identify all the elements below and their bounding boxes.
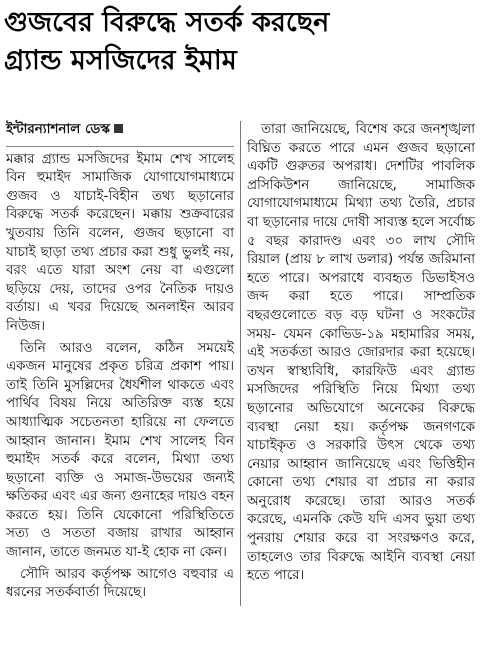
- dateline-text: ইন্টারন্যাশনাল ডেস্ক: [6, 122, 110, 137]
- headline: [4, 4, 476, 80]
- left-paragraph-3: সৌদি আরব কর্তৃপক্ষ আগেও বহুবার এ ধরনের সতর্কবার্তা দিয়েছে।: [6, 566, 234, 601]
- dateline: [6, 121, 234, 147]
- headline-line-2: গ্র্যান্ড মসজিদের ইমাম: [4, 45, 237, 76]
- left-paragraph-1: মক্কার গ্র্যান্ড মসজিদের ইমাম শেখ সালেহ বিন হুমাইদ সামাজিক যোগাযোগমাধ্যমে গুজব ও যাচাই-বিহীন তথ্য ছড়ানোর বিরুদ্ধে সতর্ক করেছেন। মক্কায় শুক্রবারের খুতবায় তিনি বলেন, গুজব ছড়ানো বা যাচাই ছাড়া তথ্য প্রচার করা শুধু ভুলই নয়, বরং এতে যারা অংশ নেয় বা এগুলো ছড়িয়ে দেয়, তাদের ওপর নৈতিক দায়ও বর্তায়। এ খবর দিয়েছে অনলাইন আরব নিউজ।: [6, 151, 234, 334]
- headline-line-1: গুজবের বিরুদ্ধে সতর্ক করছেন: [4, 7, 330, 38]
- left-paragraph-2: তিনি আরও বলেন, কঠিন সময়েই একজন মানুষের প্রকৃত চরিত্র প্রকাশ পায়। তাই তিনি মুসল্লিদের ধৈর্যশীল থাকতে এবং পার্থিব বিষয় নিয়ে অতিরিক্ত ব্যস্ত হয়ে আধ্যাত্মিক সচেতনতা হারিয়ে না ফেলতে আহ্বান জানান। ইমাম শেখ সালেহ বিন হুমাইদ সতর্ক করে বলেন, মিথ্যা তথ্য ছড়ানো ব্যক্তি ও সমাজ-উভয়ের জন্যই ক্ষতিকর এবং এর জন্য গুনাহের দায়ও বহন করতে হয়। তিনি যেকোনো পরিস্থিতিতে সত্য ও সততা বজায় রাখার আহ্বান জানান, তাতে জনমত যা-ই হোক না কেন।: [6, 340, 234, 561]
- right-paragraph-1: তারা জানিয়েছে, বিশেষ করে জনশৃঙ্খলা বিঘ্নিত করতে পারে এমন গুজব ছড়ানো একটি গুরুতর অপরাধ। দেশটির পাবলিক প্রসিকিউশন জানিয়েছে, সামাজিক যোগাযোগমাধ্যমে মিথ্যা তথ্য তৈরি, প্রচার বা ছড়ানোর দায়ে দোষী সাব্যস্ত হলে সর্বোচ্চ ৫ বছর কারাদণ্ড এবং ৩০ লাখ সৌদি রিয়াল (প্রায় ৮ লাখ ডলার) পর্যন্ত জরিমানা হতে পারে। অপরাধে ব্যবহৃত ডিভাইসও জব্দ করা হতে পারে। সাম্প্রতিক বছরগুলোতে বড় বড় ঘটনা ও সংকটের সময়- যেমন কোভিড-১৯ মহামারির সময়, এই সতর্কতা আরও জোরদার করা হয়েছে। তখন স্বাস্থ্যবিধি, কারফিউ এবং গ্র্যান্ড মসজিদের পরিস্থিতি নিয়ে মিথ্যা তথ্য ছড়ানোর অভিযোগে অনেকের বিরুদ্ধে ব্যবস্থা নেয়া হয়। কর্তৃপক্ষ জনগণকে যাচাইকৃত ও সরকারি উৎস থেকে তথ্য নেয়ার আহ্বান জানিয়েছে এবং ভিত্তিহীন কোনো তথ্য শেয়ার বা প্রচার না করার অনুরোধ করেছে। তারা আরও সতর্ক করেছে, এমনকি কেউ যদি এসব ভুয়া তথ্য পুনরায় শেয়ার করে বা সংরক্ষণও করে, তাহলেও তার বিরুদ্ধে আইনি ব্যবস্থা নেয়া হতে পারে।: [247, 122, 475, 584]
- left-column: [6, 121, 241, 606]
- right-column: [247, 121, 475, 589]
- square-bullet-icon: [114, 124, 123, 133]
